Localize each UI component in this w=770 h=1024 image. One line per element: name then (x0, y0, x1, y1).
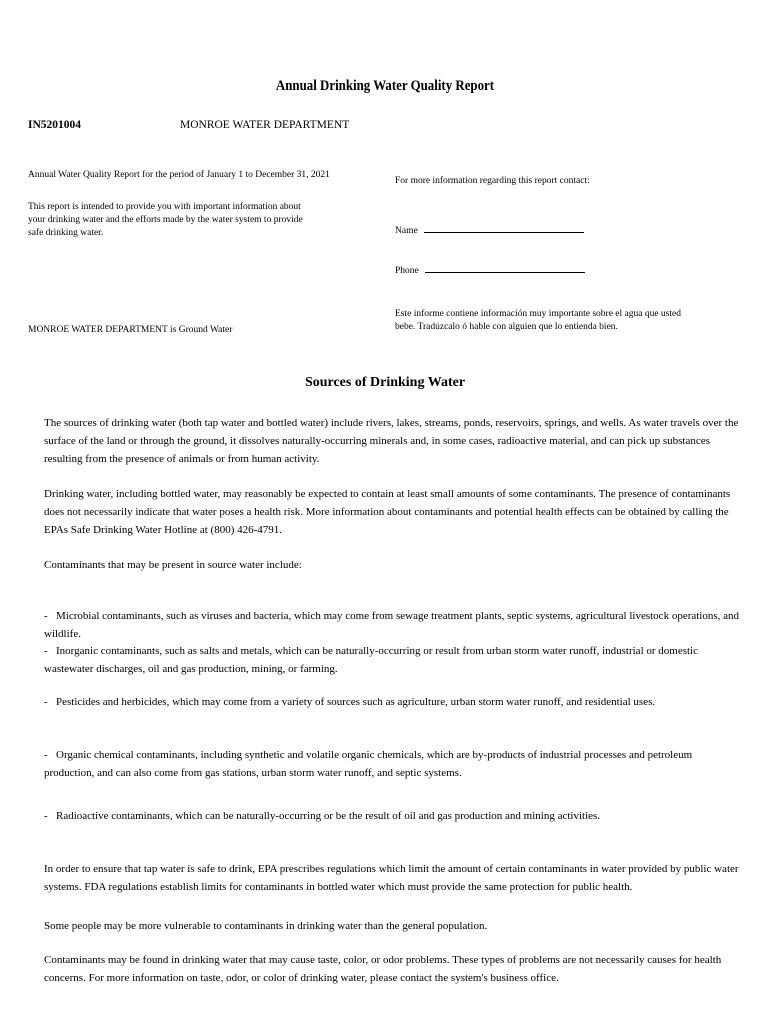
report-period: Annual Water Quality Report for the period of January 1 to December 31, 2021 (28, 170, 330, 180)
list-item (44, 746, 744, 782)
sources-paragraph-4: In order to ensure that tap water is safe to drink, EPA prescribes regulations which limit the amount of certain contaminants in water provided by public water systems. FDA regulations establish limits for contaminants in bottled water which must provide the same protection for public health. (44, 863, 739, 893)
sources-heading: Sources of Drinking Water (304, 375, 466, 390)
spanish-notice: Este informe contiene información muy importante sobre el agua que usted bebe. Tradúzcalo ó hable con alguien que lo entienda bien. (395, 309, 681, 332)
list-item (44, 607, 744, 643)
name-field (395, 222, 584, 238)
name-label: Name (395, 226, 418, 236)
bullet-text: Pesticides and herbicides, which may come from a variety of sources such as agriculture, urban storm water runoff, and residential uses. (56, 696, 656, 708)
bullet-text: Radioactive contaminants, which can be naturally-occurring or be the result of oil and gas production and mining activities. (56, 810, 601, 822)
name-blank-line (424, 222, 584, 233)
bullet-text: Inorganic contaminants, such as salts and metals, which can be naturally-occurring or result from urban storm water runoff, industrial or domestic wastewater discharges, oil and gas production, mining, or farming. (44, 645, 698, 675)
bullet-text: Organic chemical contaminants, including synthetic and volatile organic chemicals, which are by-products of industrial processes and petroleum production, and can also come from gas stations, urban storm water runoff, and septic systems. (44, 749, 693, 779)
list-item (44, 807, 744, 825)
list-item (44, 693, 744, 711)
sources-paragraph-5: Some people may be more vulnerable to contaminants in drinking water than the general population. (44, 920, 488, 932)
phone-label: Phone (395, 266, 419, 276)
pws-id: IN5201004 (28, 119, 82, 131)
contact-label: For more information regarding this report contact: (395, 176, 590, 186)
bullet-marker: - (44, 610, 48, 622)
source-type: MONROE WATER DEPARTMENT is Ground Water (28, 325, 233, 335)
system-name: MONROE WATER DEPARTMENT (180, 119, 350, 131)
bullet-marker: - (44, 810, 48, 822)
sources-paragraph-1: The sources of drinking water (both tap water and bottled water) include rivers, lakes, streams, ponds, reservoirs, springs, and wells. As water travels over the surface of the land or through the ground, it dissolves naturally-occurring minerals and, in some cases, radioactive material, and can pick up substances resulting from the presence of animals or from human activity. (44, 417, 739, 465)
bullet-text: Microbial contaminants, such as viruses and bacteria, which may come from sewage treatment plants, septic systems, agricultural livestock operations, and wildlife. (44, 610, 740, 640)
report-title: Annual Drinking Water Quality Report (275, 78, 495, 94)
phone-blank-line (425, 262, 585, 273)
intended-text: This report is intended to provide you with important information about your drinking water and the efforts made by the water system to provide safe drinking water. (28, 202, 303, 238)
phone-field (395, 262, 585, 278)
sources-paragraph-2: Drinking water, including bottled water, may reasonably be expected to contain at least small amounts of some contaminants. The presence of contaminants does not necessarily indicate that water poses a health risk. More information about contaminants and potential health effects can be obtained by calling the EPAs Safe Drinking Water Hotline at (800) 426-4791. (44, 488, 731, 536)
bullet-marker: - (44, 645, 48, 657)
sources-paragraph-3: Contaminants that may be present in source water include: (44, 559, 302, 571)
list-item (44, 642, 744, 678)
sources-paragraph-6: Contaminants may be found in drinking water that may cause taste, color, or odor problems. These types of problems are not necessarily causes for health concerns. For more information on taste, odor, or color of drinking water, please contact the system's business office. (44, 954, 722, 984)
bullet-marker: - (44, 696, 48, 708)
bullet-marker: - (44, 749, 48, 761)
